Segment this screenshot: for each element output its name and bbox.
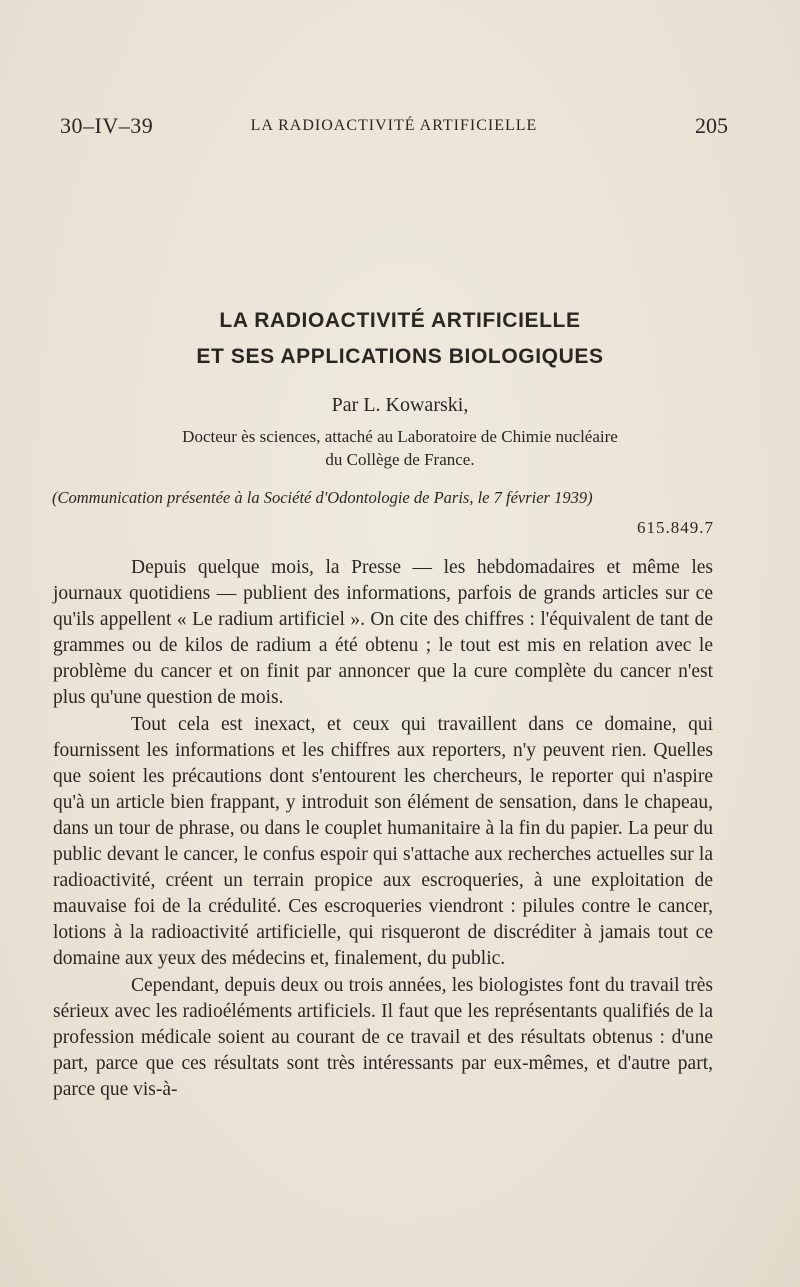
paragraph: Cependant, depuis deux ou trois années, les biologistes font du travail très sérieux avec les radioéléments artificiels. Il faut que les représentants qualifiés de la profession médicale soient au courant de ce travail et des résultats obtenus : d'une part, parce que ces résultats sont très intéressants par eux-mêmes, et d'autre part, parce que vis-à- xyxy=(53,974,713,1100)
author-affiliation-line2: du Collège de France. xyxy=(325,450,475,469)
article-body xyxy=(53,555,713,1103)
paragraph: Tout cela est inexact, et ceux qui travaillent dans ce domaine, qui fournissent les informations et les chiffres aux reporters, n'y peuvent rien. Quelles que soient les précautions dont s'entourent les chercheurs, le reporter qui n'aspire qu'à un article bien frappant, y introduit son élément de sensation, dans le chapeau, dans un tour de phrase, ou dans le couplet humanitaire à la fin du papier. La peur du public devant le cancer, le confus espoir qui s'attache aux recherches actuelles sur la radioactivité, créent un terrain propice aux escroqueries, à une exploitation de mauvaise foi de la crédulité. Ces escroqueries viendront : pilules contre le cancer, lotions à la radioactivité artificielle, qui risqueront de discréditer à jamais tout ce domaine aux yeux des médecins et, finalement, du public. xyxy=(53,713,713,970)
author-byline: Par L. Kowarski, xyxy=(331,394,469,416)
paragraph: Depuis quelque mois, la Presse — les hebdomadaires et même les journaux quotidiens — publient des informations, parfois de grands articles sur ce qu'ils appellent « Le radium artificiel ». On cite des chiffres : l'équivalent de tant de grammes ou de kilos de radium a été obtenu ; le tout est mis en relation avec le problème du cancer et on finit par annoncer que la cure complète du cancer n'est plus qu'une question de mois. xyxy=(53,557,713,709)
running-title: LA RADIOACTIVITÉ ARTIFICIELLE xyxy=(250,117,538,134)
article-title-line2: ET SES APPLICATIONS BIOLOGIQUES xyxy=(196,345,604,368)
classification-code: 615.849.7 xyxy=(637,518,714,537)
communication-note: (Communication présentée à la Société d'Odontologie de Paris, le 7 février 1939) xyxy=(52,488,593,507)
article-title-line1: LA RADIOACTIVITÉ ARTIFICIELLE xyxy=(219,309,581,332)
author-affiliation-line1: Docteur ès sciences, attaché au Laboratoire de Chimie nucléaire xyxy=(182,427,618,446)
header-date: 30–IV–39 xyxy=(60,113,154,138)
page-number: 205 xyxy=(695,113,728,138)
page-header xyxy=(60,113,728,143)
